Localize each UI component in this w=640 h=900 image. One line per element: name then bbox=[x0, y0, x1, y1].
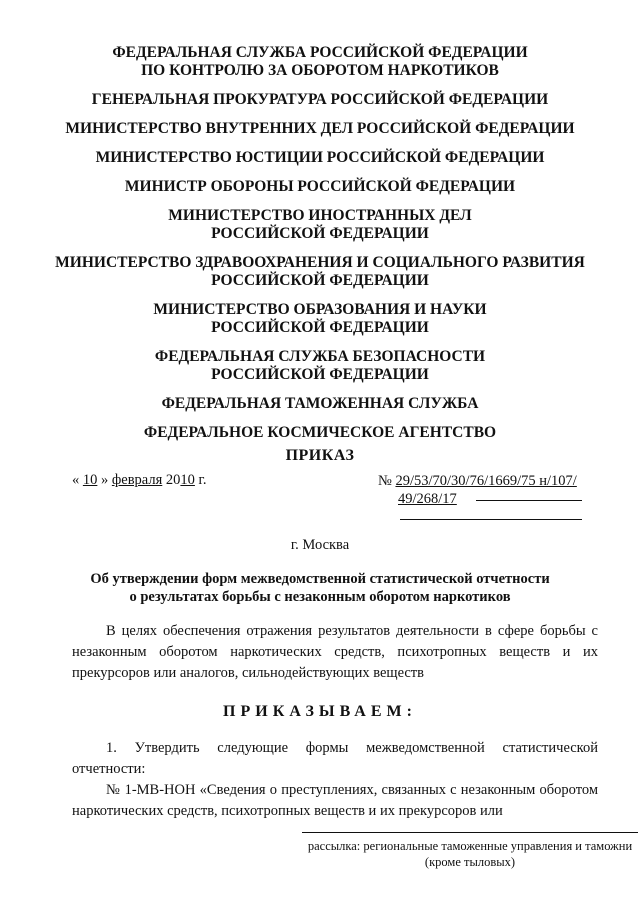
agency-line: МИНИСТЕРСТВО ОБРАЗОВАНИЯ И НАУКИ bbox=[153, 301, 487, 318]
city: г. Москва bbox=[290, 537, 350, 553]
agency-line: ФЕДЕРАЛЬНАЯ СЛУЖБА РОССИЙСКОЙ ФЕДЕРАЦИИ bbox=[112, 44, 528, 61]
date-day: 10 bbox=[82, 472, 98, 488]
agency-line: ПО КОНТРОЛЮ ЗА ОБОРОТОМ НАРКОТИКОВ bbox=[141, 62, 499, 79]
agency-line: ГЕНЕРАЛЬНАЯ ПРОКУРАТУРА РОССИЙСКОЙ ФЕДЕРАЦИИ bbox=[91, 91, 549, 108]
number-underline-2 bbox=[400, 519, 582, 520]
date-year-prefix: 20 bbox=[165, 472, 181, 488]
agency-name bbox=[40, 348, 600, 384]
agency-line: МИНИСТЕРСТВО ЮСТИЦИИ РОССИЙСКОЙ ФЕДЕРАЦИИ bbox=[95, 149, 545, 166]
agency-line: МИНИСТР ОБОРОНЫ РОССИЙСКОЙ ФЕДЕРАЦИИ bbox=[124, 178, 516, 195]
preamble-paragraph: В целях обеспечения отражения результатов деятельности в сфере борьбы с незаконным оборотом наркотических средств, психотропных веществ и их прекурсоров или аналогов, сильнодействующих веществ bbox=[72, 623, 598, 681]
agency-line: РОССИЙСКОЙ ФЕДЕРАЦИИ bbox=[211, 366, 429, 383]
agency-name bbox=[40, 178, 600, 196]
item-1 bbox=[72, 738, 598, 822]
agency-name bbox=[40, 301, 600, 337]
date-month: февраля bbox=[111, 472, 163, 488]
agency-name bbox=[40, 395, 600, 413]
number-line-1: 29/53/70/30/76/1669/75 н/107/ bbox=[395, 473, 577, 489]
date-close-quote: » bbox=[101, 472, 109, 488]
number-underline-1 bbox=[476, 500, 582, 501]
agency-line: РОССИЙСКОЙ ФЕДЕРАЦИИ bbox=[211, 319, 429, 336]
agency-line: РОССИЙСКОЙ ФЕДЕРАЦИИ bbox=[211, 225, 429, 242]
order-number bbox=[378, 472, 588, 508]
distribution-line-1: рассылка: региональные таможенные управления и таможни bbox=[307, 839, 633, 853]
order-word: ПРИКАЗЫВАЕМ: bbox=[223, 703, 417, 720]
item-1-text: 1. Утвердить следующие формы межведомственной статистической отчетности: bbox=[72, 740, 598, 777]
date-open-quote: « bbox=[72, 472, 80, 488]
agency-line: РОССИЙСКОЙ ФЕДЕРАЦИИ bbox=[211, 272, 429, 289]
order-title: ПРИКАЗ bbox=[285, 447, 355, 464]
item-1-form: № 1-МВ-НОН «Сведения о преступлениях, связанных с незаконным оборотом наркотических средств, психотропных веществ и их прекурсоров или bbox=[72, 782, 598, 819]
distribution-line-2: (кроме тыловых) bbox=[424, 855, 516, 869]
date-year bbox=[166, 472, 195, 488]
date-year-abbrev: г. bbox=[198, 472, 207, 488]
order-date bbox=[72, 472, 206, 489]
order-subject bbox=[60, 570, 580, 606]
agency-name bbox=[40, 424, 600, 442]
number-sign: № bbox=[378, 473, 392, 489]
agency-name bbox=[40, 207, 600, 243]
number-line-2: 49/268/17 bbox=[398, 491, 457, 507]
agency-name bbox=[40, 254, 600, 290]
subject-line-1: Об утверждении форм межведомственной статистической отчетности bbox=[90, 571, 550, 587]
agency-line: МИНИСТЕРСТВО ВНУТРЕННИХ ДЕЛ РОССИЙСКОЙ ФЕДЕРАЦИИ bbox=[65, 120, 575, 137]
agency-line: МИНИСТЕРСТВО ЗДРАВООХРАНЕНИЯ И СОЦИАЛЬНОГО РАЗВИТИЯ bbox=[55, 254, 585, 271]
agency-line: МИНИСТЕРСТВО ИНОСТРАННЫХ ДЕЛ bbox=[168, 207, 472, 224]
subject-line-2: о результатах борьбы с незаконным оборотом наркотиков bbox=[129, 589, 511, 605]
agency-name bbox=[40, 120, 600, 138]
footer-divider bbox=[302, 832, 638, 833]
agency-name bbox=[40, 149, 600, 167]
agency-line: ФЕДЕРАЛЬНОЕ КОСМИЧЕСКОЕ АГЕНТСТВО bbox=[143, 424, 497, 441]
agency-line: ФЕДЕРАЛЬНАЯ СЛУЖБА БЕЗОПАСНОСТИ bbox=[154, 348, 486, 365]
agency-name bbox=[40, 91, 600, 109]
issuing-agencies bbox=[40, 44, 600, 453]
distribution-note bbox=[300, 838, 640, 870]
agency-name bbox=[40, 44, 600, 80]
date-year-suffix: 10 bbox=[180, 472, 195, 488]
agency-line: ФЕДЕРАЛЬНАЯ ТАМОЖЕННАЯ СЛУЖБА bbox=[161, 395, 479, 412]
